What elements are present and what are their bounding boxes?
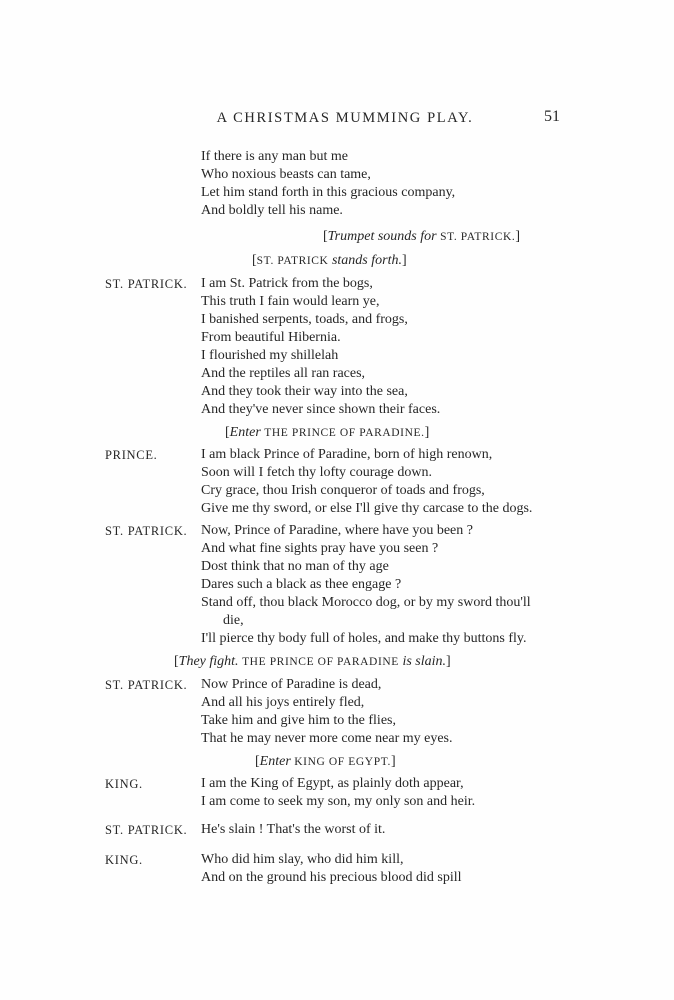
- direction-italic: Enter: [259, 754, 291, 769]
- verse-line: And boldly tell his name.: [201, 203, 343, 218]
- bracket: ]: [515, 229, 521, 244]
- speech-line: Now, Prince of Paradine, where have you been ?: [201, 523, 473, 538]
- direction-italic: They fight.: [178, 654, 239, 669]
- speech-line: I am black Prince of Paradine, born of high renown,: [201, 447, 493, 462]
- running-header: A CHRISTMAS MUMMING PLAY.: [216, 110, 474, 126]
- speech-line: And they've never since shown their faces.: [201, 402, 441, 417]
- speech-line: I am the King of Egypt, as plainly doth appear,: [201, 776, 464, 791]
- speaker-label: KING.: [105, 853, 143, 867]
- direction-italic: stands forth.: [331, 253, 402, 268]
- direction-character: ST. PATRICK.: [440, 231, 516, 243]
- bracket: [: [252, 253, 257, 268]
- direction-italic: Trumpet sounds for: [327, 229, 437, 244]
- speech-line: Who did him slay, who did him kill,: [201, 852, 404, 867]
- stage-direction-fight: [174, 653, 451, 671]
- direction-italic: Enter: [229, 425, 261, 440]
- speech-line: He's slain ! That's the worst of it.: [201, 822, 386, 837]
- speech-line: Dares such a black as thee engage ?: [201, 577, 402, 592]
- speech-line: I'll pierce thy body full of holes, and make thy buttons fly.: [201, 631, 527, 646]
- speech-line: I am St. Patrick from the bogs,: [201, 276, 373, 291]
- speech-line-continuation: die,: [223, 613, 244, 628]
- speech-line: Dost think that no man of thy age: [201, 559, 389, 574]
- speech-line: And they took their way into the sea,: [201, 384, 408, 399]
- stage-direction-stands-forth: [252, 252, 407, 270]
- bracket: ]: [446, 654, 451, 669]
- speaker-label: ST. PATRICK.: [105, 524, 188, 538]
- speech-line: Give me thy sword, or else I'll give thy carcase to the dogs.: [201, 501, 533, 516]
- speech-line: Cry grace, thou Irish conqueror of toads and frogs,: [201, 483, 485, 498]
- stage-direction-enter-king: [255, 753, 396, 771]
- bracket: [: [323, 229, 328, 244]
- speech-line: And the reptiles all ran races,: [201, 366, 366, 381]
- bracket: [: [255, 754, 260, 769]
- speech-line: I flourished my shillelah: [201, 348, 339, 363]
- verse-line: Let him stand forth in this gracious company,: [201, 185, 456, 200]
- bracket: [: [225, 425, 230, 440]
- bracket: ]: [390, 754, 396, 769]
- verse-line: Who noxious beasts can tame,: [201, 167, 371, 182]
- speech-line: And all his joys entirely fled,: [201, 695, 365, 710]
- speech-line: I banished serpents, toads, and frogs,: [201, 312, 408, 327]
- speech-line: From beautiful Hibernia.: [201, 330, 341, 345]
- speaker-label: PRINCE.: [105, 448, 158, 462]
- direction-italic: is slain.: [402, 654, 447, 669]
- direction-character: ST. PATRICK: [256, 255, 329, 267]
- speaker-label: ST. PATRICK.: [105, 277, 188, 291]
- speaker-label: ST. PATRICK.: [105, 823, 188, 837]
- speech-line: Now Prince of Paradine is dead,: [201, 677, 382, 692]
- stage-direction-trumpet: [323, 228, 520, 246]
- bracket: ]: [401, 253, 407, 268]
- page-number: 51: [544, 108, 560, 125]
- speech-line: I am come to seek my son, my only son and heir.: [201, 794, 476, 809]
- bracket: ]: [424, 425, 430, 440]
- speech-line: This truth I fain would learn ye,: [201, 294, 380, 309]
- bracket: [: [174, 654, 179, 669]
- speech-line: And on the ground his precious blood did spill: [201, 870, 462, 885]
- direction-character: KING OF EGYPT.: [294, 756, 391, 768]
- direction-character: THE PRINCE OF PARADINE: [242, 656, 399, 668]
- speech-line: And what fine sights pray have you seen ?: [201, 541, 439, 556]
- speech-line: That he may never more come near my eyes.: [201, 731, 453, 746]
- direction-character: THE PRINCE OF PARADINE.: [264, 427, 425, 439]
- verse-line: If there is any man but me: [201, 149, 348, 164]
- speaker-label: KING.: [105, 777, 143, 791]
- stage-direction-enter-prince: [225, 424, 429, 442]
- speech-line: Take him and give him to the flies,: [201, 713, 396, 728]
- speech-line: Soon will I fetch thy lofty courage down.: [201, 465, 432, 480]
- speech-line: Stand off, thou black Morocco dog, or by my sword thou'll: [201, 595, 531, 610]
- speaker-label: ST. PATRICK.: [105, 678, 188, 692]
